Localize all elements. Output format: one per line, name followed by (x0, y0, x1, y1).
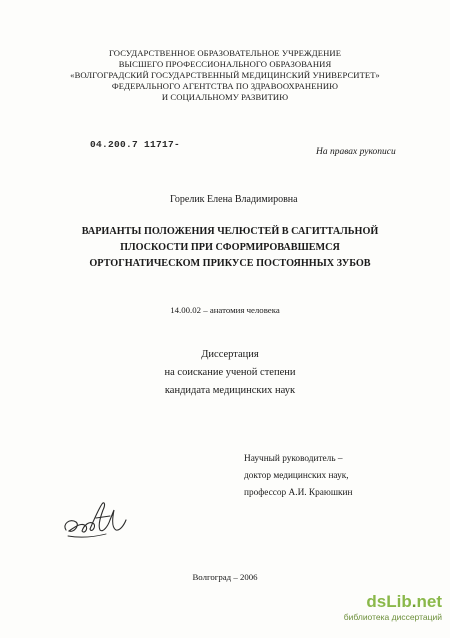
dissertation-title (60, 224, 400, 272)
advisor-line: Научный руководитель – (244, 454, 343, 464)
header-line: И СОЦИАЛЬНОМУ РАЗВИТИЮ (161, 92, 289, 102)
degree-line: Диссертация (201, 349, 259, 360)
advisor-line: профессор А.И. Краюшкин (244, 488, 353, 498)
scientific-advisor (244, 451, 352, 502)
registration-stamp: 04.200.7 11717- (90, 139, 181, 150)
header-line: ФЕДЕРАЛЬНОГО АГЕНТСТВА ПО ЗДРАВООХРАНЕНИЮ (111, 81, 339, 91)
institution-header (40, 48, 410, 103)
title-line: ОРТОГНАТИЧЕСКОМ ПРИКУСЕ ПОСТОЯННЫХ ЗУБОВ (89, 258, 371, 269)
degree-statement (60, 346, 400, 400)
header-line: ГОСУДАРСТВЕННОЕ ОБРАЗОВАТЕЛЬНОЕ УЧРЕЖДЕНИЕ (108, 48, 342, 58)
city-year: Волгоград – 2006 (192, 572, 258, 582)
title-line: ПЛОСКОСТИ ПРИ СФОРМИРОВАВШЕМСЯ (120, 242, 340, 253)
handwritten-signature (60, 500, 140, 545)
dslib-subtitle: библиотека диссертаций (343, 612, 442, 622)
degree-line: на соискание ученой степени (164, 367, 296, 378)
dslib-logo: dsLib.net (366, 592, 442, 611)
advisor-line: доктор медицинских наук, (244, 471, 349, 481)
author-name: Горелик Елена Владимировна (170, 194, 298, 205)
specialty-code: 14.00.02 – анатомия человека (170, 305, 280, 315)
dslib-watermark[interactable] (322, 592, 442, 632)
rights-note: На правах рукописи (316, 147, 396, 157)
header-line: ВЫСШЕГО ПРОФЕССИОНАЛЬНОГО ОБРАЗОВАНИЯ (118, 59, 332, 69)
title-line: ВАРИАНТЫ ПОЛОЖЕНИЯ ЧЕЛЮСТЕЙ В САГИТТАЛЬНОЙ (81, 226, 379, 237)
degree-line: кандидата медицинских наук (164, 385, 296, 396)
header-line: «ВОЛГОГРАДСКИЙ ГОСУДАРСТВЕННЫЙ МЕДИЦИНСКИЙ УНИВЕРСИТЕТ» (70, 70, 380, 80)
